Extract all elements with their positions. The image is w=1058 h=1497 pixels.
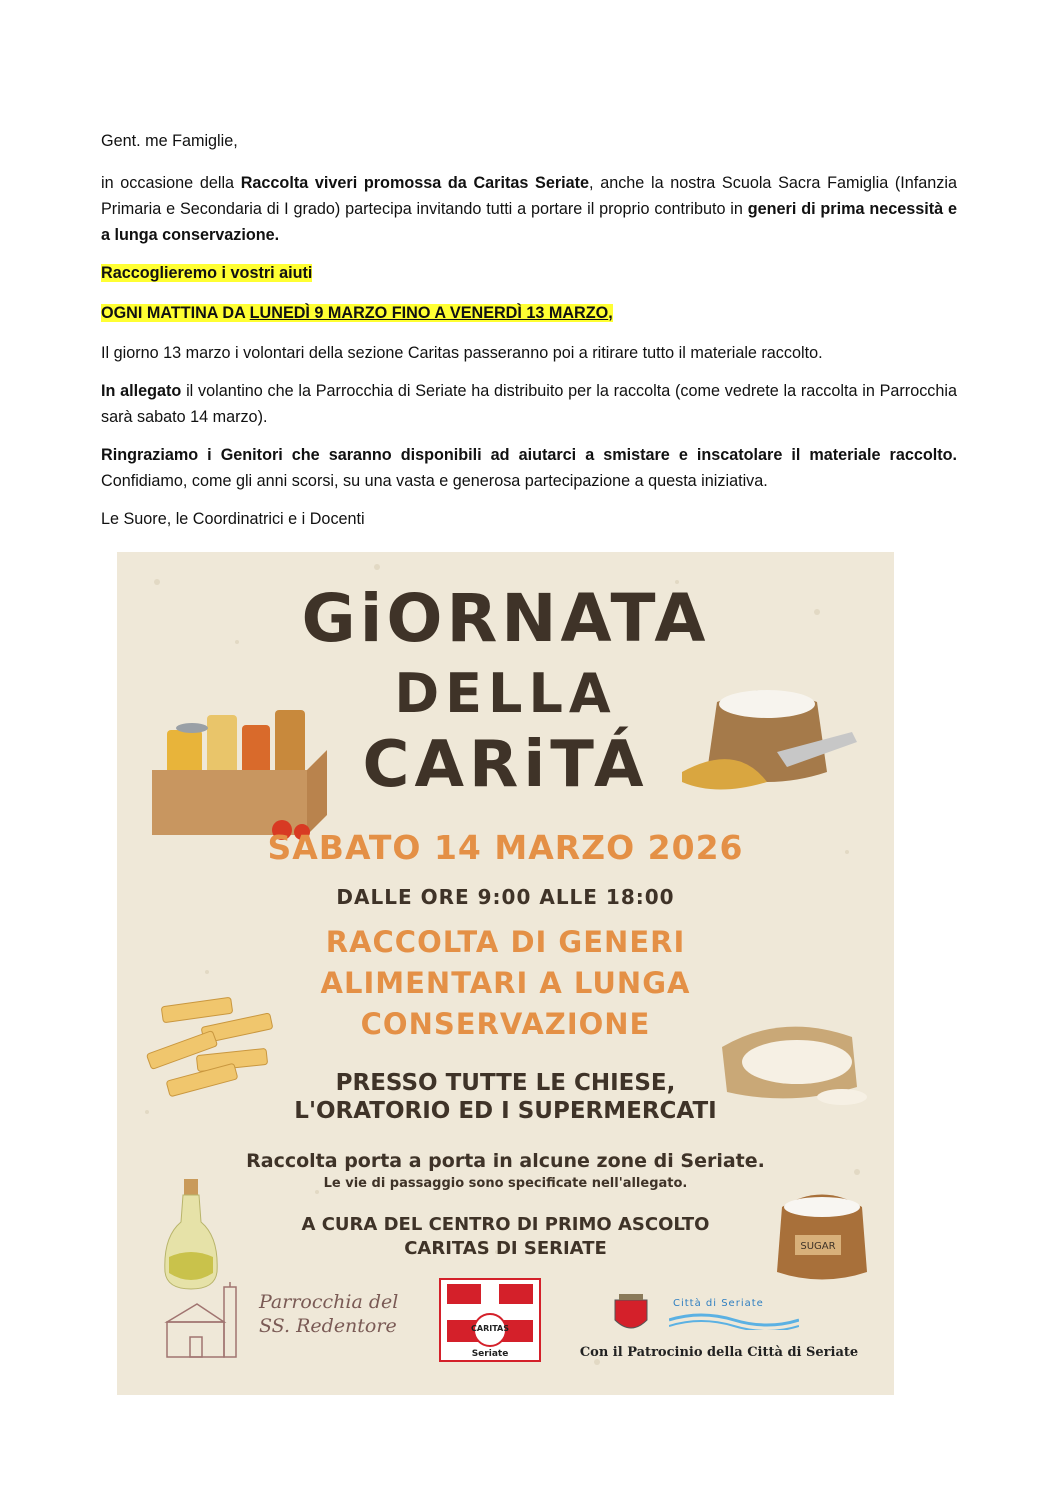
highlight-dates: [101, 300, 957, 326]
church-icon: [162, 1282, 247, 1362]
highlight-collect-text: Raccoglieremo i vostri aiuti: [101, 264, 313, 282]
collection-line-2: ALIMENTARI A LUNGA: [320, 966, 691, 1000]
thanks-bold: Ringraziamo i Genitori che saranno disponibili ad aiutarci a smistare e inscatolare il materiale raccolto.: [101, 446, 957, 464]
intro-bold-1: Raccolta viveri promossa da Caritas Seriate: [240, 174, 590, 192]
where-line-1: PRESSO TUTTE LE CHIESE,: [335, 1070, 676, 1096]
city-logo-wave: [669, 1310, 799, 1330]
organizer-line-2: CARITAS DI SERIATE: [404, 1238, 607, 1259]
attachment-bold: In allegato: [101, 382, 182, 400]
city-logo-text: Città di Seriate: [673, 1298, 764, 1309]
parish-line-1: Parrocchia del: [259, 1291, 399, 1313]
signature: Le Suore, le Coordinatrici e i Docenti: [101, 510, 365, 528]
dates-range: LUNEDÌ 9 MARZO FINO A VENERDÌ 13 MARZO: [249, 304, 609, 322]
dates-suffix: ,: [608, 304, 613, 322]
food-box-icon: [147, 670, 337, 840]
letter-body: [101, 128, 957, 532]
streets-note: Le vie di passaggio sono specificate nell'allegato.: [323, 1176, 688, 1191]
intro-bold-2: generi di prima necessità e a lunga conservazione.: [101, 200, 957, 244]
collection-line-3: CONSERVAZIONE: [360, 1007, 651, 1041]
dates-prefix: OGNI MATTINA DA: [101, 304, 250, 322]
collection-line-1: RACCOLTA DI GENERI: [325, 925, 686, 959]
sugar-label: SUGAR: [800, 1241, 836, 1252]
intro-text-1: in occasione della: [101, 174, 241, 192]
where-line-2: L'ORATORIO ED I SUPERMERCATI: [294, 1098, 717, 1124]
caritas-logo-bottom: Seriate: [471, 1349, 509, 1359]
attachment-text: il volantino che la Parrocchia di Seriate ha distribuito per la raccolta (come vedrete la raccolta in Parrocchia sarà sabato 14 marzo).: [101, 382, 957, 426]
greeting: Gent. me Famiglie,: [101, 132, 238, 150]
organizer-line-1: A CURA DEL CENTRO DI PRIMO ASCOLTO: [301, 1214, 710, 1235]
paragraph-volunteers: Il giorno 13 marzo i volontari della sezione Caritas passeranno poi a ritirare tutto il materiale raccolto.: [101, 344, 823, 362]
parish-name: [259, 1290, 419, 1338]
parish-line-2: SS. Redentore: [259, 1315, 397, 1337]
flour-sack-icon: [677, 672, 867, 802]
paragraph-attachment: [101, 378, 957, 430]
paragraph-intro: [101, 170, 957, 248]
flyer-image: [117, 552, 894, 1395]
coat-of-arms-icon: [609, 1292, 653, 1338]
title-line-3: CARiTÁ: [362, 728, 649, 802]
patronage-note: Con il Patrocinio della Città di Seriate: [579, 1345, 859, 1360]
paragraph-thanks: [101, 442, 957, 494]
door-to-door-note: Raccolta porta a porta in alcune zone di Seriate.: [246, 1150, 765, 1172]
oil-bottle-icon: [157, 1177, 227, 1292]
title-line-2: DELLA: [394, 662, 617, 725]
title-line-1: GiORNATA: [301, 580, 710, 657]
thanks-text: Confidiamo, come gli anni scorsi, su una vasta e generosa partecipazione a questa iniziativa.: [101, 472, 768, 490]
sugar-sack-icon: [767, 1177, 877, 1287]
event-hours: DALLE ORE 9:00 ALLE 18:00: [336, 885, 675, 909]
caritas-logo: [439, 1278, 541, 1362]
event-date: SABATO 14 MARZO 2026: [267, 828, 744, 867]
intro-text-2: , anche la nostra Scuola Sacra Famiglia (Infanzia Primaria e Secondaria di I grado) partecipa invitando tutti a portare il proprio contributo in: [101, 174, 957, 218]
caritas-logo-top: CARITAS: [471, 1324, 509, 1333]
highlight-collect: [101, 260, 957, 286]
